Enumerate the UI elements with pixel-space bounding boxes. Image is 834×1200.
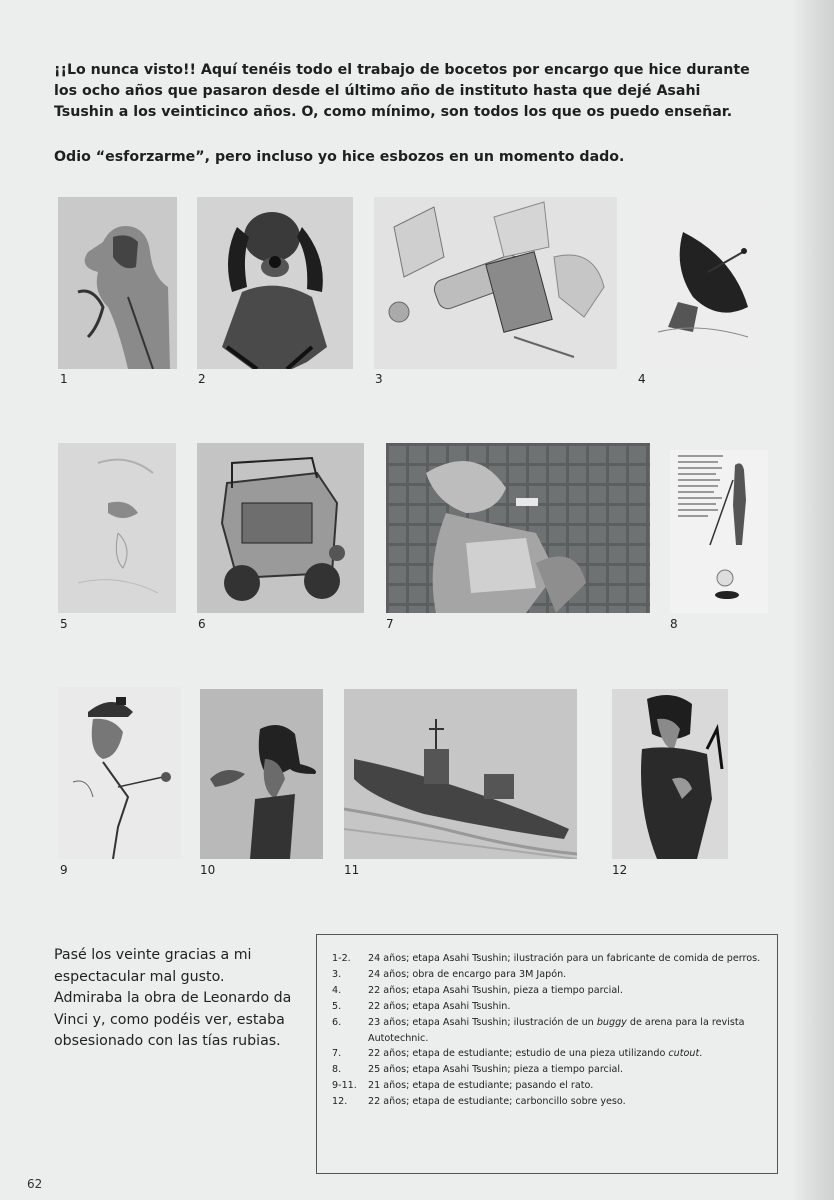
- note-number: 3.: [332, 968, 342, 980]
- figure-4-satellite-dish: [638, 197, 765, 369]
- figure-11-label: 11: [344, 863, 360, 877]
- note-text: 24 años; etapa Asahi Tsushin; ilustración para un fabricante de comida de perros.: [368, 953, 761, 964]
- note-text: 24 años; obra de encargo para 3M Japón.: [368, 968, 567, 980]
- figure-11-warship: [344, 689, 577, 859]
- note-text: 22 años; etapa Asahi Tsushin, pieza a tiempo parcial.: [368, 984, 623, 996]
- intro-paragraph: ¡¡Lo nunca visto!! Aquí tenéis todo el trabajo de bocetos por encargo que hice durante los ocho años que pasaron desde el último año de instituto hasta que dejé Asahi Tsushin a los veinticinco años. O, como mínimo, son todos los que os puedo enseñar.: [54, 62, 750, 120]
- page-number: 62: [27, 1177, 43, 1191]
- note-number: 6.: [332, 1016, 342, 1028]
- figure-9-cap-figure: [58, 687, 181, 859]
- figure-6-label: 6: [198, 617, 206, 631]
- warship-drawing-icon: [344, 689, 577, 859]
- figure-1-label: 1: [60, 372, 68, 386]
- figure-2-dachshund: [197, 197, 353, 369]
- buggy-illustration-icon: [197, 443, 364, 613]
- note-number: 9-11.: [332, 1080, 357, 1092]
- figure-9-label: 9: [60, 863, 68, 877]
- note-number: 1-2.: [332, 953, 351, 964]
- dog-sketch-icon: [58, 197, 177, 369]
- note-item: [332, 1078, 767, 1094]
- note-item: [332, 999, 767, 1015]
- dachshund-drawing-icon: [197, 197, 353, 369]
- figure-1-dog-sketch: [58, 197, 177, 369]
- note-text: 23 años; etapa Asahi Tsushin; ilustración de un buggy de arena para la revista Autotechnic.: [368, 1016, 745, 1044]
- cap-figure-sketch-icon: [58, 687, 181, 859]
- note-text: 25 años; etapa Asahi Tsushin; pieza a tiempo parcial.: [368, 1064, 624, 1076]
- note-item: [332, 1046, 767, 1062]
- note-item: [332, 1094, 767, 1110]
- figure-10-label: 10: [200, 863, 216, 877]
- figure-8-label: 8: [670, 617, 678, 631]
- woman-cutout-study-icon: [386, 443, 650, 613]
- space-station-drawing-icon: [374, 197, 617, 369]
- note-number: 5.: [332, 1000, 342, 1012]
- figure-4-label: 4: [638, 372, 646, 386]
- notes-box: [316, 934, 778, 1174]
- note-text: 22 años; etapa de estudiante; estudio de una pieza utilizando cutout.: [368, 1048, 703, 1060]
- note-number: 12.: [332, 1096, 348, 1108]
- figure-5-label: 5: [60, 617, 68, 631]
- note-number: 8.: [332, 1064, 342, 1076]
- pilot-portrait-icon: [200, 689, 323, 859]
- figure-12-label: 12: [612, 863, 628, 877]
- figure-5-faint-sketch: [58, 443, 176, 613]
- note-item: [332, 1015, 767, 1047]
- charcoal-figure-icon: [612, 689, 728, 859]
- intro-subparagraph: Odio “esforzarme”, pero incluso yo hice esbozos en un momento dado.: [54, 149, 625, 165]
- figure-7-label: 7: [386, 617, 394, 631]
- figure-12-charcoal-figure: [612, 689, 728, 859]
- figure-3-space-station: [374, 197, 617, 369]
- note-text: 22 años; etapa Asahi Tsushin.: [368, 1000, 511, 1012]
- figure-8-golf-advert: [670, 450, 768, 613]
- figure-3-label: 3: [375, 372, 383, 386]
- side-caption: Pasé los veinte gracias a mi espectacular mal gusto. Admiraba la obra de Leonardo da Vinci y, como podéis ver, estaba obsesionado con las tías rubias.: [54, 947, 292, 1049]
- note-item: [332, 983, 767, 999]
- note-number: 7.: [332, 1048, 342, 1060]
- figure-2-label: 2: [198, 372, 206, 386]
- satellite-dish-icon: [638, 197, 765, 369]
- figure-7-cutout-study: [386, 443, 650, 613]
- note-item: [332, 967, 767, 983]
- figure-6-buggy: [197, 443, 364, 613]
- note-number: 4.: [332, 984, 342, 996]
- note-text: 22 años; etapa de estudiante; carboncillo sobre yeso.: [368, 1096, 626, 1108]
- figure-10-pilot: [200, 689, 323, 859]
- note-item: [332, 1062, 767, 1078]
- golf-advert-icon: [670, 450, 768, 613]
- note-text: 21 años; etapa de estudiante; pasando el rato.: [368, 1080, 594, 1092]
- page-edge: [792, 0, 834, 1200]
- faint-figure-sketch-icon: [58, 443, 176, 613]
- note-item: [332, 951, 767, 967]
